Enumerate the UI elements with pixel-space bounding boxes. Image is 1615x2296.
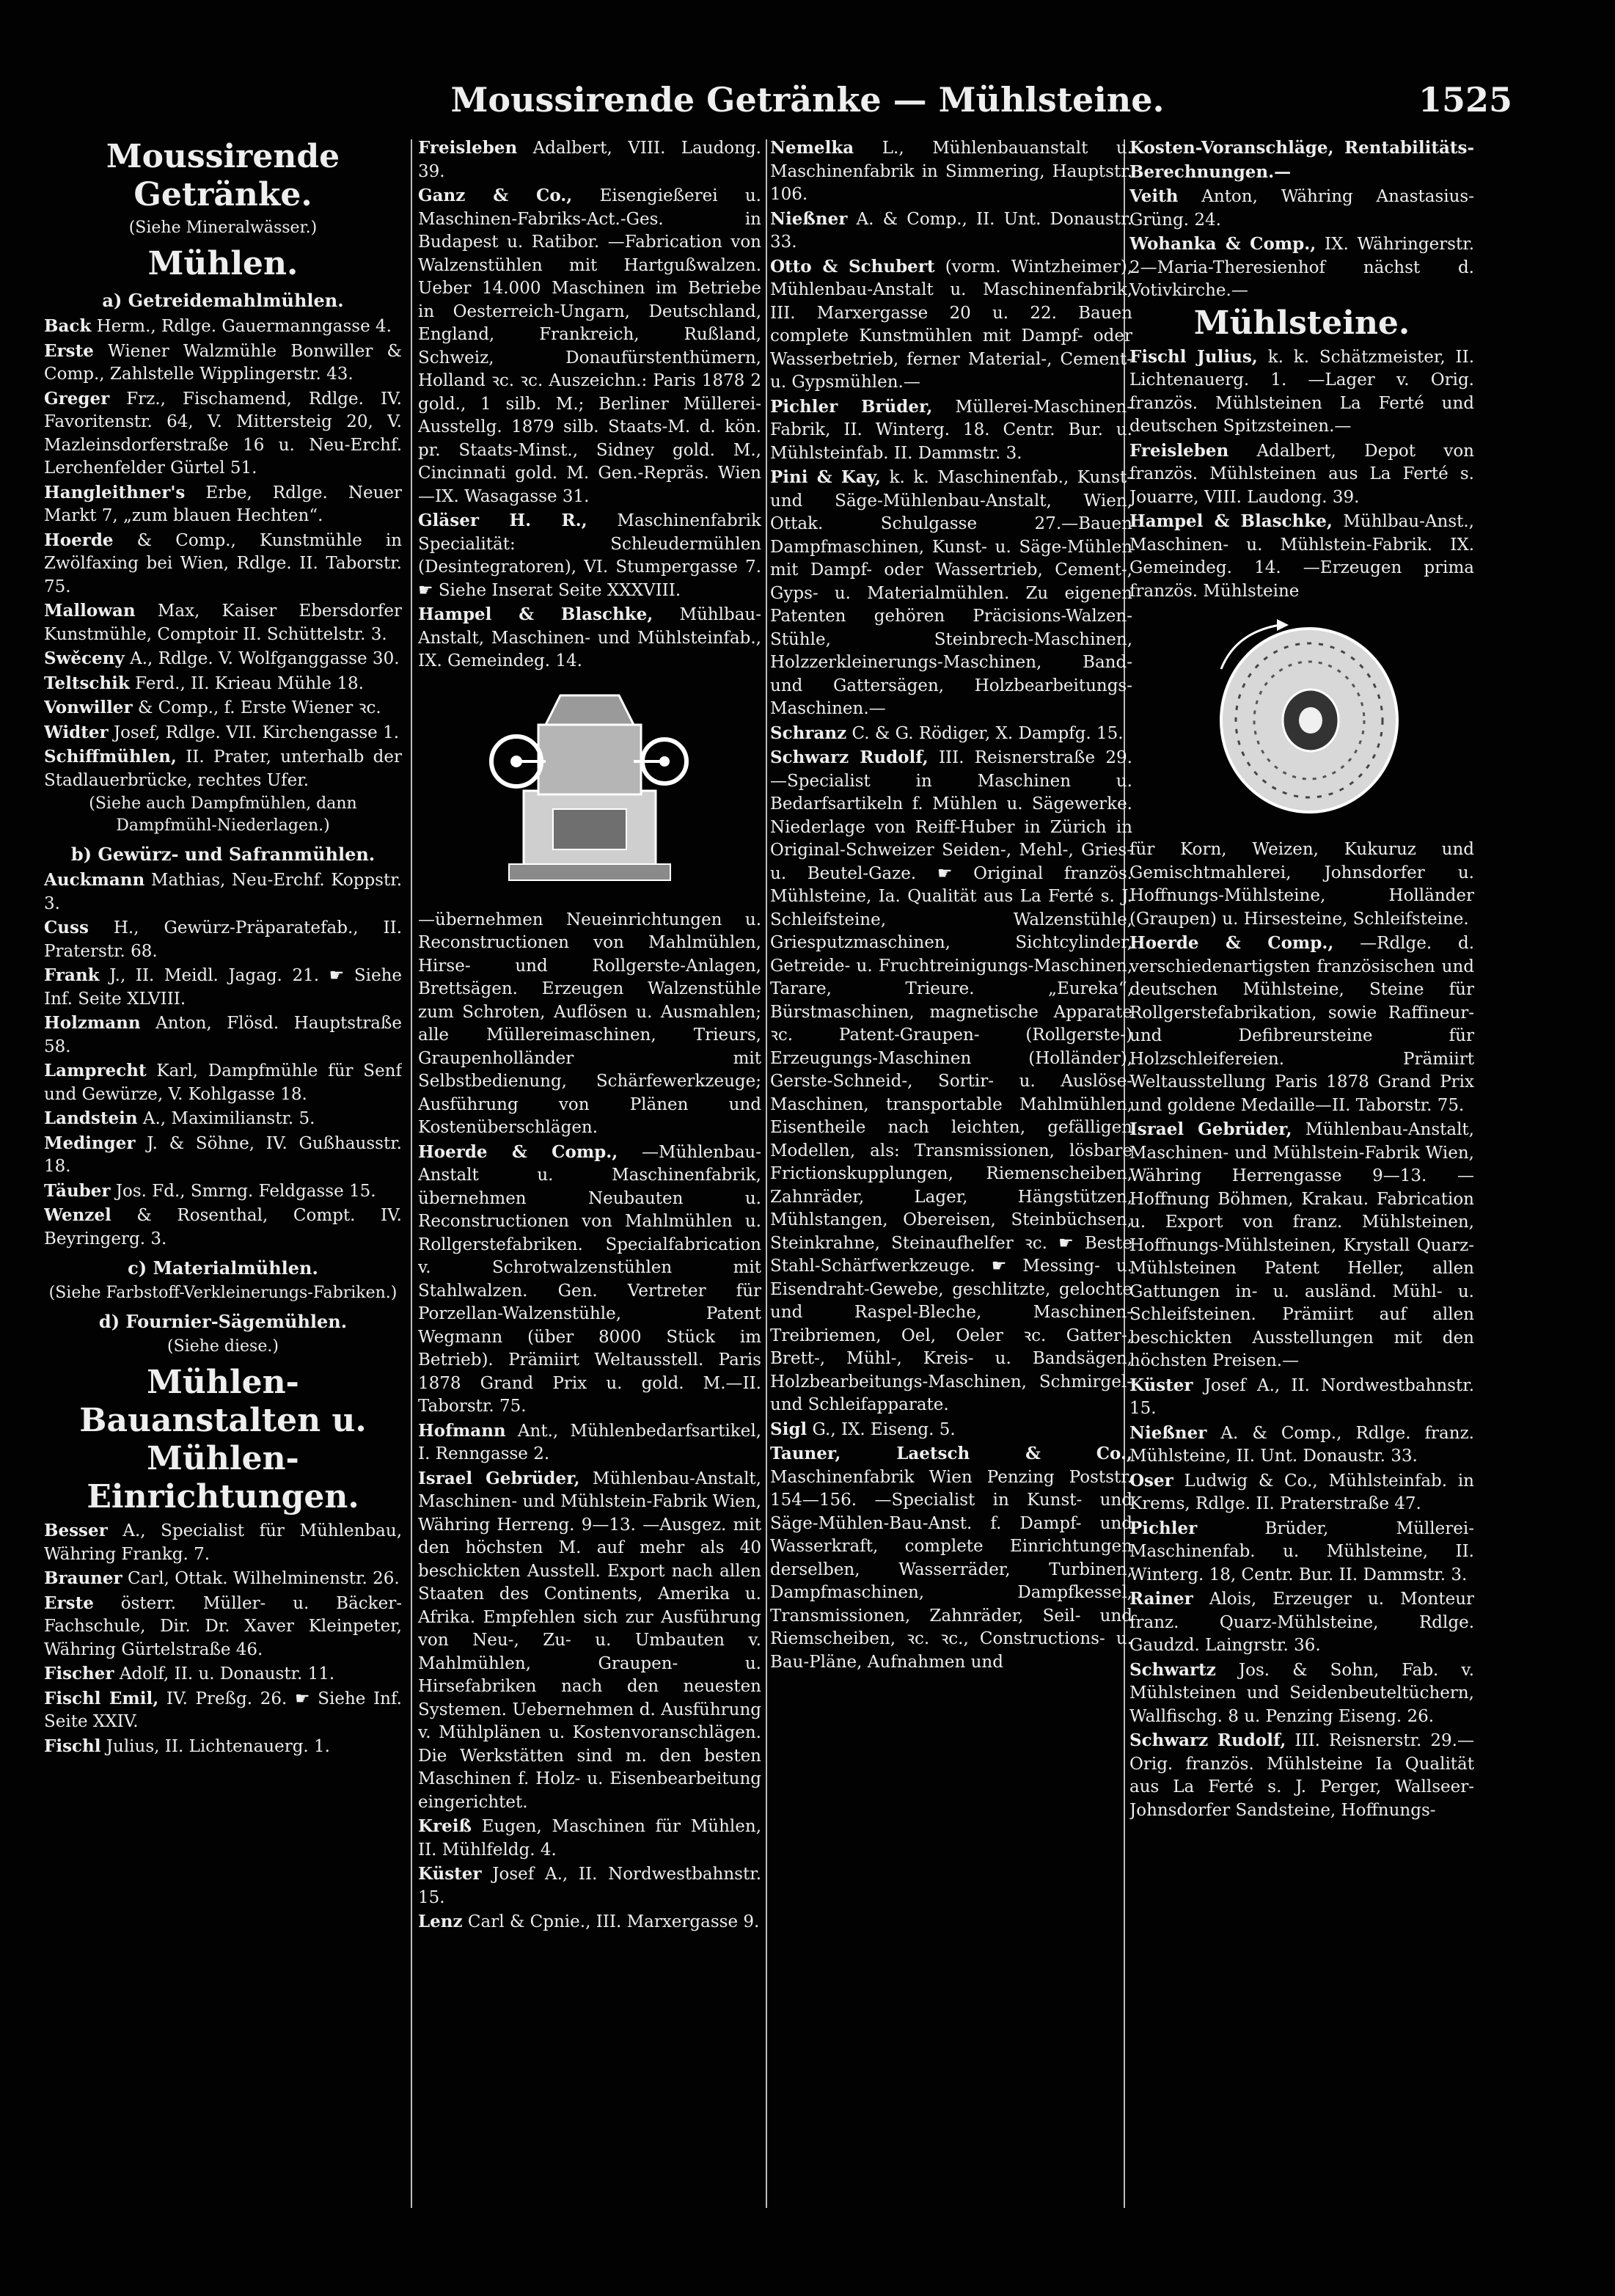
directory-entry [44,481,402,528]
entry-name: Hangleithner's [44,482,186,502]
entry-name: Nießner [770,208,848,229]
entry-text: Carl, Ottak. Wilhelminenstr. 26. [127,1569,400,1588]
entry-name: Sigl [770,1419,808,1439]
entry-name: Ganz & Co., [418,186,573,205]
directory-entry [1129,439,1474,510]
directory-entry [418,603,761,673]
directory-entry [44,696,402,720]
entry-text: Adalbert, Depot von französ. Mühlsteinen aus La Ferté s. Jouarre, VIII. Laudong. 39. [1129,441,1474,507]
column-1 [44,136,402,2249]
directory-entry [1129,1374,1474,1421]
entry-text: k. k. Maschinenfab., Kunst- und Säge-Mühlenbau-Anstalt, Wien, Ottak. Schulgasse 27.—Bauen Dampfmaschinen, Kunst- u. Säge-Mühlen mit Dampf- oder Wassertrieb, Cement-, Gyps- u. Materialmühlen. Zu eigenen Patenten gehören Präcisions-Walzen-Stühle, Steinbrech-Maschinen, Holzzerkleinerungs-Maschinen, Band- und Gattersägen, Holzbearbeitungs-Maschinen.— [770,468,1132,718]
entry-text: Carl & Cpnie., III. Marxergasse 9. [467,1912,760,1931]
directory-entry [44,387,402,480]
entry-name: Lamprecht [44,1061,147,1081]
entry-text: A., Rdlge. V. Wolfganggasse 30. [130,649,400,668]
directory-entry [44,672,402,696]
entry-text: Jos. Fd., Smrng. Feldgasse 15. [115,1181,376,1201]
entry-name: Mallowan [44,601,136,621]
column-2 [418,136,761,2249]
directory-entry [770,136,1132,207]
entry-text: III. Reisnerstr. 29.—Orig. französ. Mühlsteine Ia Qualität aus La Ferté s. J. Perger, Wallseer-Johnsdorfer Sandsteine, Hoffnungs- [1129,1731,1474,1820]
directory-entry [44,1107,402,1131]
entry-text: Max, Kaiser Ebersdorfer Kunstmühle, Comptoir II. Schüttelstr. 3. [44,602,402,644]
directory-entry [44,1567,402,1591]
entry-name: Hoerde [44,530,114,550]
directory-entry [44,647,402,671]
entry-text: Ludwig & Co., Mühlsteinfab. in Krems, Rdlge. II. Praterstraße 47. [1129,1471,1474,1513]
column-3 [770,136,1132,2249]
directory-entry [1129,233,1474,303]
entry-name: Schwarz Rudolf, [770,747,929,767]
entry-text: J., II. Meidl. Jagag. 21. ☛ Siehe Inf. Seite XLVIII. [44,966,402,1009]
directory-entry [418,1419,761,1466]
entry-text: für Korn, Weizen, Kukuruz und Gemischtmahlerei, Johnsdorfer u. Hoffnungs-Mühlsteine, Holländer (Graupen) u. Hirsesteine, Schleifsteine. [1129,840,1474,929]
entry-name: Veith [1129,186,1179,206]
entry-name: Pichler [1129,1518,1198,1538]
entry-text: Jos. & Sohn, Fab. v. Mühlsteinen und Seidenbeuteltüchern, Wallfischg. 8 u. Penzing Eiseng. 26. [1129,1660,1474,1726]
entry-text: Erbe, Rdlge. Neuer Markt 7, „zum blauen Hechten“. [44,483,402,525]
entry-name: Wenzel [44,1205,111,1225]
entry-text: Karl, Dampfmühle für Senf und Gewürze, V. Kohlgasse 18. [44,1061,402,1104]
entry-name: Brauner [44,1568,122,1588]
directory-entry [418,1467,761,1815]
entry-text: Anton, Währing Anastasius-Grüng. 24. [1129,187,1474,230]
entry-text: Ant., Mühlenbedarfsartikel, I. Renngasse 2. [418,1421,761,1463]
directory-entry [44,869,402,915]
entry-name: Gläser H. R., [418,511,587,530]
directory-entry [44,745,402,792]
entry-name: Oser [1129,1470,1173,1491]
entry-name: Otto & Schubert [770,256,935,277]
entry-name: Cuss [44,918,89,937]
entry-name: Pichler Brüder, [770,396,933,417]
directory-entry [770,1418,1132,1442]
directory-entry [770,722,1132,746]
entry-text: Brüder, Müllerei-Maschinenfab. u. Mühlsteine, II. Winterg. 18, Centr. Bur. II. Dammstr. 3. [1129,1518,1474,1584]
directory-entry [44,340,402,387]
entry-name: Greger [44,388,110,409]
entry-text: & Comp., Kunstmühle in Zwölfaxing bei Wien, Rdlge. II. Taborstr. 75. [44,530,402,596]
entry-text: Frz., Fischamend, Rdlge. IV. Favoritenstr. 64, V. Mittersteig 20, V. Mazleinsdorferstraße 16 u. Neu-Erchf. Lerchenfelder Gürtel 51. [44,389,402,478]
entry-text: Julius, II. Lichtenauerg. 1. [106,1736,330,1756]
column-4 [1129,136,1474,2249]
entry-name: Holzmann [44,1013,141,1033]
entry-name: Schranz [770,723,847,743]
entry-name: Medinger [44,1133,136,1153]
entry-text: & Comp., f. Erste Wiener ꝛc. [137,698,381,717]
directory-entry [418,908,761,1140]
entry-text: L., Mühlenbauanstalt u. Maschinenfabrik in Simmering, Hauptstr. 106. [770,139,1132,204]
entry-text: Anton, Flösd. Hauptstraße 58. [44,1014,402,1056]
subsection-heading: a) Getreidemahlmühlen. [102,290,344,311]
entry-text: A., Specialist für Mühlenbau, Währing Frankg. 7. [44,1521,402,1564]
entry-text: Herm., Rdlge. Gauermanngasse 4. [96,317,392,336]
entry-text: Eisengießerei u. Maschinen-Fabriks-Act.-Ges. in Budapest u. Ratibor. —Fabrication von Walzenstühlen mit Hartgußwalzen. Ueber 14.000 Maschinen im Betriebe in Oesterreich-Ungarn, Deutschland, England, Frankreich, Rußland, Schweiz, Donaufürstenthümern, Holland ꝛc. ꝛc. Auszeichn.: Paris 1878 2 gold., 1 silb. M.; Berliner Müllerei-Ausstellg. 1879 silb. Staats-M. d. kön. pr. Staats-Minst., Sidney gold. M., Cincinnati gold. M. Gen.-Repräs. Wien—IX. Wasagasse 31. [418,186,761,506]
page-number: 1525 [1418,80,1512,120]
entry-text: Mühlbau-Anstalt, Maschinen- und Mühlsteinfab., IX. Gemeindeg. 14. [418,605,761,670]
entry-name: Swěceny [44,648,125,668]
directory-entry [418,1862,761,1909]
entry-text: Eugen, Maschinen für Mühlen, II. Mühlfeldg. 4. [418,1817,761,1860]
directory-entry [1129,1422,1474,1469]
directory-entry [1129,838,1474,931]
entry-name: Landstein [44,1108,138,1128]
entry-name: Erste [44,340,94,361]
directory-entry [44,721,402,745]
entry-text: k. k. Schätzmeister, II. Lichtenauerg. 1. —Lager v. Orig. französ. Mühlsteinen La Ferté und deutschen Spitzsteinen.— [1129,347,1474,436]
entry-name: Back [44,316,92,336]
directory-entry [1129,1587,1474,1658]
entry-text: IX. Währingerstr. 2—Maria-Theresienhof nächst d. Votivkirche.— [1129,235,1474,300]
directory-entry [44,1735,402,1759]
entry-text: Wiener Walzmühle Bonwiller & Comp., Zahlstelle Wipplingerstr. 43. [44,341,402,384]
entry-name: Hofmann [418,1420,506,1441]
entry-name: Widter [44,722,109,742]
entry-text: Mühlbau-Anst., Maschinen- u. Mühlstein-Fabrik. IX. Gemeindeg. 14. —Erzeugen prima französ. Mühlsteine [1129,512,1474,601]
entry-text: A., Maximilianstr. 5. [142,1109,315,1128]
directory-entry [418,136,761,183]
entry-text: Adolf, II. u. Donaustr. 11. [119,1664,335,1683]
directory-entry [1129,136,1474,184]
directory-entry [44,916,402,963]
entry-text: A. & Comp., II. Unt. Donaustr. 33. [770,209,1132,252]
entry-name: Hoerde & Comp., [1129,933,1334,953]
section-heading: Mühlen. [147,245,299,282]
entry-name: Freisleben [1129,440,1229,461]
directory-entry [770,395,1132,466]
directory-entry [418,509,761,602]
entry-name: Schiffmühlen, [44,747,177,767]
entry-name: Tauner, Laetsch & Co., [770,1444,1132,1463]
directory-entry [44,1592,402,1662]
entry-name: Frank [44,965,100,985]
entry-text: Mathias, Neu-Erchf. Koppstr. 3. [44,871,402,913]
entry-text: Mühlenbau-Anstalt, Maschinen- und Mühlstein-Fabrik Wien, Währing Herreng. 9—13. —Ausgez. mit den höchsten M. auf mehr als 40 beschickten Ausstell. Export nach allen Staaten des Continents, Amerika u. Afrika. Empfehlen sich zur Ausführung von Neu-, Zu- u. Umbauten v. Mahlmühlen, Graupen- u. Hirsefabriken nach den neuesten Systemen. Uebernehmen d. Ausführung v. Mühlplänen u. Kostenvoranschlägen. Die Werkstätten sind m. den besten Maschinen f. Holz- u. Eisenbearbeitung eingerichtet. [418,1469,761,1812]
subsection-heading: d) Fournier-Sägemühlen. [98,1311,348,1332]
figure [418,681,761,901]
entry-name: Schwarz Rudolf, [1129,1730,1286,1750]
directory-entry [1129,1659,1474,1729]
entry-name: Vonwiller [44,698,133,717]
entry-name: Freisleben [418,138,518,158]
directory-entry [418,184,761,508]
entry-name: Kreiß [418,1816,472,1836]
directory-entry [770,255,1132,395]
entry-name: Täuber [44,1180,111,1201]
entry-name: Wohanka & Comp., [1129,234,1316,254]
subsection-heading: b) Gewürz- und Safranmühlen. [70,844,376,865]
entry-text: C. & G. Rödiger, X. Dampfg. 15. [852,723,1124,743]
directory-entry [44,315,402,339]
directory-entry [44,599,402,646]
entry-text: Adalbert, VIII. Laudong. 39. [418,139,761,181]
directory-entry [418,1910,761,1934]
directory-entry [44,1059,402,1106]
column-rule [766,139,767,2208]
directory-entry [418,1141,761,1419]
entry-name: Nießner [1129,1422,1207,1443]
entry-name: Israel Gebrüder, [1129,1119,1292,1139]
entry-name: Pini & Kay, [770,467,881,487]
entry-text: Müllerei-Maschinen-Fabrik, II. Winterg. 18. Centr. Bur. u. Mühlsteinfab. II. Dammstr. 3. [770,397,1132,463]
entry-name: Besser [44,1521,108,1540]
entry-text: Mühlenbau-Anstalt, Maschinen- und Mühlstein-Fabrik Wien, Währing Herrengasse 9—13. —Hoffnung Böhmen, Krakau. Fabrication u. Export von franz. Mühlsteinen, Hoffnungs-Mühlsteinen, Krystall Quarz-Mühlsteinen Patent Heller, allen Gattungen in- u. ausländ. Mühl- u. Schleifsteinen. Prämiirt auf allen beschickten Ausstellungen mit den höchsten Preisen.— [1129,1120,1474,1370]
entry-name: Rainer [1129,1589,1193,1609]
entry-text: III. Reisnerstraße 29. —Specialist in Maschinen u. Bedarfsartikeln f. Mühlen u. Sägewerke. Niederlage von Reiff-Huber in Zürich in Original-Schweizer Seiden-, Mehl-, Gries- u. Beutel-Gaze. ☛ Original französ. Mühlsteine, Ia. Qualität aus La Ferté s. J. Schleifsteine, Walzenstühle, Griesputzmaschinen, Sichtcylinder, Getreide- u. Fruchtreinigungs-Maschinen, Tarare, Trieure. „Eureka“, Bürstmaschinen, magnetische Apparate ꝛc. Patent-Graupen- (Rollgerste-) Erzeugungs-Maschinen (Holländer), Gerste-Schneid-, Sortir- u. Auslöse-Maschinen, transportable Mahlmühlen, Eisentheile nach leichten, gefälligen Modellen, als: Transmissionen, lösbare Frictionskupplungen, Riemenscheiben, Zahnräder, Lager, Hängstützen, Mühlstangen, Obereisen, Steinbüchsen, Steinkrahne, Steinaufhelfer ꝛc. ☛ Beste Stahl-Schärfwerkzeuge. ☛ Messing- u. Eisendraht-Gewebe, geschlitzte, gelochte und Raspel-Bleche, Maschinen-Treibriemen, Oel, Oeler ꝛc. Gatter-, Brett-, Mühl-, Kreis- u. Bandsägen, Holzbearbeitungs-Maschinen, Schmirgel- und Schleifapparate. [770,748,1132,1414]
entry-name: Hoerde & Comp., [418,1141,618,1162]
entry-name: Lenz [418,1912,463,1931]
entry-name: Fischl [44,1736,101,1756]
entry-name: Kosten-Voranschläge, Rentabilitäts-Berechnungen.— [1129,138,1474,182]
directory-entry [1129,1729,1474,1822]
directory-entry [44,1204,402,1251]
cross-reference-note: (Siehe Farbstoff-Verkleinerungs-Fabriken.) [48,1284,398,1302]
cross-reference-note: (Siehe diese.) [167,1337,279,1356]
directory-entry [770,466,1132,721]
column-rule [411,139,412,2208]
entry-name: Auckmann [44,870,145,890]
entry-text: Josef, Rdlge. VII. Kirchengasse 1. [113,723,400,742]
entry-name: Fischer [44,1664,114,1683]
entry-name: Erste [44,1593,94,1613]
entry-name: Hampel & Blaschke, [1129,511,1333,531]
directory-entry [44,964,402,1011]
section-heading: Moussirende Getränke. [106,138,340,213]
directory-entry [1129,932,1474,1117]
section-heading: Mühlen-Bauanstalten u. Mühlen-Einrichtungen. [79,1364,367,1516]
entry-name: Teltschik [44,673,130,693]
directory-entry [44,1012,402,1059]
milling-machine-illustration [480,681,700,893]
entry-text: österr. Müller- u. Bäcker-Fachschule, Dir. Dr. Xaver Kleinpeter, Währing Gürtelstraße 46. [44,1593,402,1659]
directory-entry [1129,510,1474,603]
entry-name: Hampel & Blaschke, [418,604,653,624]
entry-name: Fischl Emil, [44,1688,159,1708]
directory-entry [418,1815,761,1862]
directory-entry [1129,185,1474,232]
directory-entry [1129,1517,1474,1587]
entry-text: —Rdlge. d. verschiedenartigsten französischen und deutschen Mühlsteine, Steine für Rollgerstefabrikation, sowie Raffineur- und Defibreursteine für Holzschleifereien. Prämiirt Weltausstellung Paris 1878 Grand Prix und goldene Medaille—II. Taborstr. 75. [1129,934,1474,1115]
entry-text: —übernehmen Neueinrichtungen u. Reconstructionen von Mahlmühlen, Hirse- und Rollgerste-Anlagen, Brettsägen. Erzeugen Walzenstühle zum Schroten, Auflösen u. Ausmahlen; alle Müllereimaschinen, Trieurs, Graupenholländer mit Selbstbedienung, Schärfewerkzeuge; Ausführung von Plänen und Kostenüberschlägen. [418,910,761,1137]
entry-name: Israel Gebrüder, [418,1468,580,1488]
directory-entry [1129,1469,1474,1516]
directory-entry [44,1132,402,1179]
directory-entry [770,208,1132,255]
directory-entry [1129,1118,1474,1373]
directory-entry [44,1662,402,1686]
directory-entry [1129,346,1474,439]
entry-text: G., IX. Eiseng. 5. [812,1419,956,1439]
entry-text: Ferd., II. Krieau Mühle 18. [135,673,364,693]
directory-entry [770,1442,1132,1674]
directory-entry [44,529,402,599]
section-heading: Mühlsteine. [1193,304,1410,342]
cross-reference-note: (Siehe auch Dampfmühlen, dann Dampfmühl-Niederlagen.) [89,794,357,835]
entry-text: Maschinenfabrik Specialität: Schleudermühlen (Desintegratoren), VI. Stumpergasse 7. ☛ Siehe Inserat Seite XXXVIII. [418,511,761,600]
entry-name: Küster [1129,1375,1193,1395]
entry-text: IV. Preßg. 26. ☛ Siehe Inf. Seite XXIV. [44,1689,402,1731]
entry-name: Nemelka [770,138,854,158]
entry-text: Maschinenfabrik Wien Penzing Poststr. 154—156. —Specialist in Kunst- und Säge-Mühlen-Bau-Anst. f. Dampf- und Wasserkraft, complete Einrichtungen derselben, Wasserräder, Turbinen, Dampfmaschinen, Dampfkessel, Transmissionen, Zahnräder, Seil- und Riemscheiben, ꝛc. ꝛc., Constructions- u. Bau-Pläne, Aufnahmen und [770,1467,1132,1672]
directory-entry [44,1687,402,1734]
entry-text: A. & Comp., Rdlge. franz. Mühlsteine, II. Unt. Donaustr. 33. [1129,1423,1474,1466]
directory-entry [44,1180,402,1204]
directory-entry [44,1519,402,1566]
entry-text: Alois, Erzeuger u. Monteur franz. Quarz-Mühlsteine, Rdlge. Gaudzd. Laingrstr. 36. [1129,1590,1474,1655]
entry-name: Schwartz [1129,1659,1216,1680]
entry-text: Josef A., II. Nordwestbahnstr. 15. [418,1865,761,1907]
entry-text: —Mühlenbau-Anstalt u. Maschinenfabrik, übernehmen Neubauten u. Reconstructionen von Mahlmühlen u. Rollgerstefabriken. Specialfabrication v. Schrotwalzenstühlen mit Stahlwalzen. Gen. Vertreter für Porzellan-Walzenstühle, Patent Wegmann (über 8000 Stück im Betrieb). Prämiirt Weltausstell. Paris 1878 Grand Prix u. gold. M.—II. Taborstr. 75. [418,1142,761,1416]
entry-text: J. & Söhne, IV. Gußhausstr. 18. [44,1133,402,1176]
running-head: Moussirende Getränke — Mühlsteine. [450,80,1165,120]
entry-text: H., Gewürz-Präparatefab., II. Praterstr. 68. [44,918,402,961]
entry-name: Küster [418,1864,482,1884]
subsection-heading: c) Materialmühlen. [128,1257,318,1279]
millstone-illustration [1192,610,1412,823]
entry-text: (vorm. Wintzheimer), Mühlenbau-Anstalt u. Maschinenfabrik, III. Marxergasse 20 u. 22. Bauen complete Kunstmühlen mit Dampf- oder Wasserbetrieb, ferner Material-, Cement- u. Gypsmühlen.— [770,257,1132,392]
entry-name: Fischl Julius, [1129,346,1258,367]
entry-text: & Rosenthal, Compt. IV. Beyringerg. 3. [44,1206,402,1248]
entry-text: Josef A., II. Nordwestbahnstr. 15. [1129,1375,1474,1418]
directory-entry [770,746,1132,1417]
entry-text: II. Prater, unterhalb der Stadlauerbrücke, rechtes Ufer. [44,747,402,790]
figure [1129,610,1474,830]
cross-reference-note: (Siehe Mineralwässer.) [128,219,318,237]
